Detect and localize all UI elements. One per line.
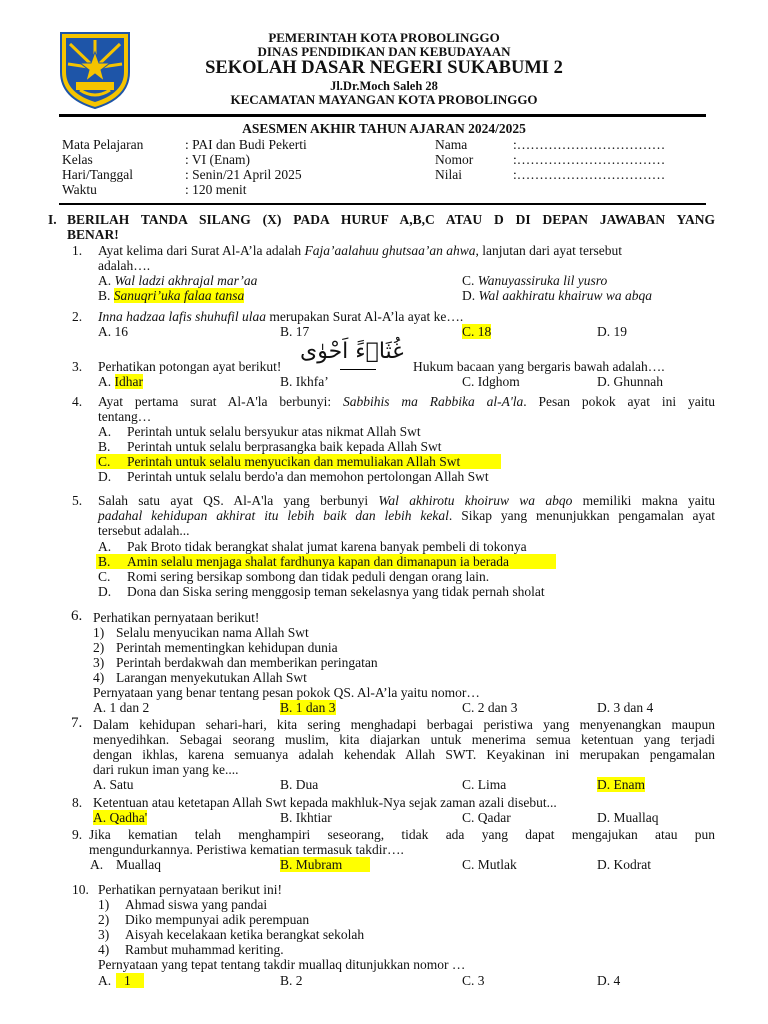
q8-number: 8. <box>72 795 83 810</box>
info-field-score[interactable]: :…………………………… <box>513 167 666 182</box>
q7-text-line1: Dalam kehidupan sehari-hari, kita sering menghadapi berbagai peristiwa yang menyenangkan maupun <box>93 717 715 732</box>
q10-item-1-num: 1) <box>98 897 110 912</box>
q2-text: Inna hadzaa lafis shuhufil ulaa merupakan Surat Al-A’la ayat ke…. <box>98 309 464 324</box>
info-field-name[interactable]: :…………………………… <box>513 137 666 152</box>
q10-item-2-num: 2) <box>98 912 110 927</box>
q1-text: Ayat kelima dari Surat Al-A’la adalah Faja’aalahuu ghutsaa’an ahwa, lanjutan dari ayat tersebut <box>98 243 623 258</box>
exam-title: ASESMEN AKHIR TAHUN AJARAN 2024/2025 <box>242 121 526 136</box>
q1-option-c[interactable]: C. Wanuyassiruka lil yusro <box>462 273 608 288</box>
info-value-subject: : PAI dan Budi Pekerti <box>185 137 307 152</box>
q6-item-1-num: 1) <box>93 625 105 640</box>
q5-option-c-letter: C. <box>98 569 111 584</box>
q1-option-d[interactable]: D. Wal aakhiratu khairuw wa abqa <box>462 288 653 303</box>
info-label-time: Waktu <box>62 182 97 197</box>
q5-text: Salah satu ayat QS. Al-A'la yang berbunyi Wal akhirotu khoiruw wa abqo memiliki makna yaitu <box>98 493 715 508</box>
info-label-number: Nomor <box>435 152 474 167</box>
q9-number: 9. <box>72 827 83 842</box>
q7-text-line2: menyedihkan. Sebagai seorang muslim, kita diajarkan untuk menerima semua ketentuan yang terjadi <box>93 732 715 747</box>
q6-item-2: Perintah mementingkan kehidupan dunia <box>116 640 338 655</box>
header-government: PEMERINTAH KOTA PROBOLINGGO <box>268 30 500 45</box>
q3-text: Perhatikan potongan ayat berikut! <box>98 359 282 374</box>
q6-item-3: Perintah berdakwah dan memberikan peringatan <box>116 655 378 670</box>
q5-option-c[interactable]: Romi sering bersikap sombong dan tidak peduli dengan orang lain. <box>127 569 490 584</box>
info-divider <box>59 203 706 205</box>
q10-option-c[interactable]: C. 3 <box>462 973 485 988</box>
q8-option-c[interactable]: C. Qadar <box>462 810 511 825</box>
q10-question: Pernyataan yang tepat tentang takdir muallaq ditunjukkan nomor … <box>98 957 466 972</box>
q6-text: Perhatikan pernyataan berikut! <box>93 610 260 625</box>
q7-option-d[interactable]: D. Enam <box>597 777 645 792</box>
q3-underline <box>340 369 376 370</box>
section-instruction-cont: BENAR! <box>67 227 119 242</box>
q10-item-1: Ahmad siswa yang pandai <box>125 897 268 912</box>
info-field-number[interactable]: :…………………………… <box>513 152 666 167</box>
q10-option-b[interactable]: B. 2 <box>280 973 303 988</box>
info-label-date: Hari/Tanggal <box>62 167 134 182</box>
q5-text-line3: tersebut adalah... <box>98 523 190 538</box>
q6-option-b[interactable]: B. 1 dan 3 <box>280 700 336 715</box>
q3-option-a[interactable]: A. Idhar <box>98 374 143 389</box>
q4-option-b[interactable]: Perintah untuk selalu berprasangka baik kepada Allah Swt <box>127 439 442 454</box>
q7-text-line3: dengan ikhlas, karena semuanya adalah kehendak Allah SWT. Keyakinan ini merupakan pengamalan <box>93 747 715 762</box>
q9-option-c[interactable]: C. Mutlak <box>462 857 517 872</box>
school-address: Jl.Dr.Moch Saleh 28 <box>330 79 438 93</box>
q7-option-a[interactable]: A. Satu <box>93 777 134 792</box>
info-label-subject: Mata Pelajaran <box>62 137 144 152</box>
q3-option-d[interactable]: D. Ghunnah <box>597 374 663 389</box>
q6-item-2-num: 2) <box>93 640 105 655</box>
info-label-score: Nilai <box>435 167 462 182</box>
q9-option-a[interactable]: Muallaq <box>116 857 161 872</box>
q2-option-a[interactable]: A. 16 <box>98 324 128 339</box>
q3-number: 3. <box>72 359 83 374</box>
q6-question: Pernyataan yang benar tentang pesan pokok QS. Al-A’la yaitu nomor… <box>93 685 480 700</box>
q8-option-b[interactable]: B. Ikhtiar <box>280 810 332 825</box>
q10-item-2: Diko mempunyai adik perempuan <box>125 912 310 927</box>
q8-text: Ketentuan atau ketetapan Allah Swt kepada makhluk-Nya sejak zaman azali disebut... <box>93 795 557 810</box>
school-district: KECAMATAN MAYANGAN KOTA PROBOLINGGO <box>230 92 538 107</box>
q6-item-4-num: 4) <box>93 670 105 685</box>
info-label-name: Nama <box>435 137 468 152</box>
q1-text-cont: adalah…. <box>98 258 151 273</box>
q5-text-line2: padahal kehidupan akhirat itu lebih baik dan lebih kekal. Sikap yang menunjukkan pengamalan ayat <box>98 508 715 523</box>
q10-number: 10. <box>72 882 89 897</box>
q3-arabic-verse: غُثَاۤءً اَحْوٰى <box>300 339 404 364</box>
q6-option-c[interactable]: C. 2 dan 3 <box>462 700 518 715</box>
info-label-class: Kelas <box>62 152 93 167</box>
q3-option-c[interactable]: C. Idghom <box>462 374 520 389</box>
q6-item-1: Selalu menyucikan nama Allah Swt <box>116 625 309 640</box>
q9-text: Jika kematian telah menghampiri seseorang, tidak ada yang dapat mengajukan atau pun <box>89 827 715 842</box>
header-divider <box>59 114 706 117</box>
q2-option-d[interactable]: D. 19 <box>597 324 627 339</box>
header-department: DINAS PENDIDIKAN DAN KEBUDAYAAN <box>257 44 511 59</box>
q3-question: Hukum bacaan yang bergaris bawah adalah…. <box>413 359 665 374</box>
info-value-time: : 120 menit <box>185 182 247 197</box>
q5-number: 5. <box>72 493 83 508</box>
info-value-class: : VI (Enam) <box>185 152 250 167</box>
q7-text-line4: dari rukun iman yang ke.... <box>93 762 239 777</box>
q5-option-b-letter: B. <box>98 554 111 569</box>
q8-option-d[interactable]: D. Muallaq <box>597 810 659 825</box>
q10-item-3-num: 3) <box>98 927 110 942</box>
q4-text: Ayat pertama surat Al-A'la berbunyi: Sabbihis ma Rabbika al-A'la. Pesan pokok ayat ini yaitu <box>98 394 715 409</box>
q6-option-a[interactable]: A. 1 dan 2 <box>93 700 150 715</box>
q4-option-d-letter: D. <box>98 469 112 484</box>
q8-option-a[interactable]: A. Qadha' <box>93 810 148 825</box>
q10-item-4-num: 4) <box>98 942 110 957</box>
q5-option-d[interactable]: Dona dan Siska sering menggosip teman sekelasnya yang tidak pernah sholat <box>127 584 545 599</box>
q7-option-c[interactable]: C. Lima <box>462 777 507 792</box>
q4-option-c[interactable]: Perintah untuk selalu menyucikan dan memuliakan Allah Swt <box>127 454 461 469</box>
q4-text-cont: tentang… <box>98 409 152 424</box>
q10-text: Perhatikan pernyataan berikut ini! <box>98 882 283 897</box>
q4-number: 4. <box>72 394 83 409</box>
q4-option-d[interactable]: Perintah untuk selalu berdo'a dan memohon pertolongan Allah Swt <box>127 469 489 484</box>
q5-option-a[interactable]: Pak Broto tidak berangkat shalat jumat karena banyak pembeli di tokonya <box>127 539 527 554</box>
q9-option-b[interactable]: B. Mubram <box>280 857 370 872</box>
q3-option-b[interactable]: B. Ikhfa’ <box>280 374 329 389</box>
q5-option-d-letter: D. <box>98 584 112 599</box>
q4-option-a[interactable]: Perintah untuk selalu bersyukur atas nikmat Allah Swt <box>127 424 421 439</box>
q7-option-b[interactable]: B. Dua <box>280 777 319 792</box>
q4-option-a-letter: A. <box>98 424 112 439</box>
q6-item-3-num: 3) <box>93 655 105 670</box>
school-name: SEKOLAH DASAR NEGERI SUKABUMI 2 <box>205 58 563 78</box>
q7-number: 7. <box>71 715 83 731</box>
q4-option-c-letter: C. <box>98 454 111 469</box>
q10-option-d[interactable]: D. 4 <box>597 973 621 988</box>
q9-option-a-letter: A. <box>90 857 104 872</box>
q5-option-a-letter: A. <box>98 539 112 554</box>
q2-option-b[interactable]: B. 17 <box>280 324 310 339</box>
q10-option-a-letter: A. <box>98 973 112 988</box>
q9-text-cont: mengundurkannya. Peristiwa kematian termasuk takdir…. <box>89 842 404 857</box>
q1-option-a[interactable]: A. Wal ladzi akhrajal mar’aa <box>98 273 258 288</box>
section-number: I. <box>48 212 57 227</box>
section-instruction: BERILAH TANDA SILANG (X) PADA HURUF A,B,C ATAU D DI DEPAN JAWABAN YANG <box>67 212 715 227</box>
q2-number: 2. <box>72 309 83 324</box>
q1-number: 1. <box>72 243 83 258</box>
q4-option-b-letter: B. <box>98 439 111 454</box>
q6-option-d[interactable]: D. 3 dan 4 <box>597 700 654 715</box>
info-value-date: : Senin/21 April 2025 <box>185 167 302 182</box>
q9-option-d[interactable]: D. Kodrat <box>597 857 651 872</box>
q1-option-b[interactable]: B. Sanuqri’uka falaa tansa <box>98 288 245 303</box>
q2-option-c[interactable]: C. 18 <box>462 324 492 339</box>
q6-number: 6. <box>71 608 83 624</box>
q10-item-3: Aisyah kecelakaan ketika berangkat sekolah <box>125 927 365 942</box>
q10-option-a[interactable]: 1 <box>116 973 144 988</box>
q6-item-4: Larangan menyekutukan Allah Swt <box>116 670 307 685</box>
q10-item-4: Rambut muhammad keriting. <box>125 942 284 957</box>
q5-option-b[interactable]: Amin selalu menjaga shalat fardhunya kapan dan dimanapun ia berada <box>127 554 509 569</box>
